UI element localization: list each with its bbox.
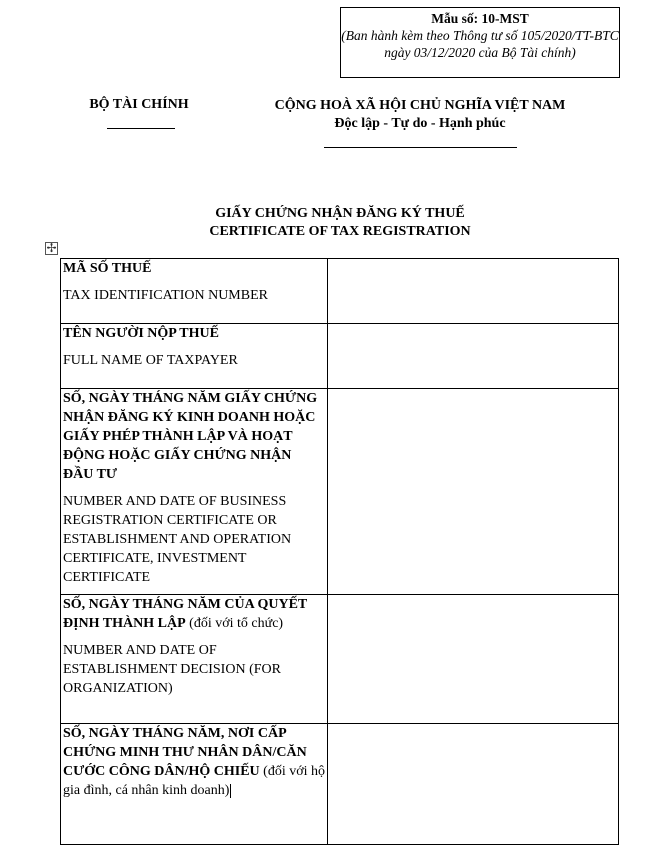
title-vietnamese: GIẤY CHỨNG NHẬN ĐĂNG KÝ THUẾ bbox=[215, 206, 465, 221]
label-cell[interactable] bbox=[61, 595, 328, 724]
field-label-vi: SỐ, NGÀY THÁNG NĂM, NƠI CẤP CHỨNG MINH THƯ NHÂN DÂN/CĂN CƯỚC CÔNG DÂN/HỘ CHIẾU bbox=[63, 726, 307, 779]
establishment-decision-value-cell[interactable] bbox=[328, 595, 619, 724]
field-label-vi: SỐ, NGÀY THÁNG NĂM CỦA QUYẾT ĐỊNH THÀNH LẬP bbox=[63, 597, 307, 631]
field-label-en: NUMBER AND DATE OF ESTABLISHMENT DECISION (FOR ORGANIZATION) bbox=[63, 643, 281, 696]
table-row bbox=[61, 389, 619, 595]
table-row bbox=[61, 724, 619, 845]
label-cell[interactable] bbox=[61, 389, 328, 595]
tax-id-value-cell[interactable] bbox=[328, 259, 619, 324]
motto-underline bbox=[324, 147, 517, 148]
business-registration-value-cell[interactable] bbox=[328, 389, 619, 595]
identity-document-value-cell[interactable] bbox=[328, 724, 619, 845]
field-label-vi: SỐ, NGÀY THÁNG NĂM GIẤY CHỨNG NHẬN ĐĂNG KÝ KINH DOANH HOẶC GIẤY PHÉP THÀNH LẬP VÀ HOẠT ĐỘNG HOẶC GIẤY CHỨNG NHẬN ĐẦU TƯ bbox=[63, 391, 318, 482]
field-label-en: TAX IDENTIFICATION NUMBER bbox=[63, 288, 268, 303]
field-label-en: NUMBER AND DATE OF BUSINESS REGISTRATION CERTIFICATE OR ESTABLISHMENT AND OPERATION CERTIFICATE, INVESTMENT CERTIFICATE bbox=[63, 494, 292, 585]
taxpayer-name-value-cell[interactable] bbox=[328, 324, 619, 389]
label-cell[interactable] bbox=[61, 724, 328, 845]
field-note-vi: (đối với tổ chức) bbox=[185, 616, 284, 631]
move-arrows-icon[interactable]: ✢ bbox=[46, 241, 57, 255]
ministry-name: BỘ TÀI CHÍNH bbox=[89, 97, 189, 112]
nation-name: CỘNG HOÀ XÃ HỘI CHỦ NGHĨA VIỆT NAM bbox=[274, 98, 566, 113]
form-number-box bbox=[340, 7, 620, 78]
certificate-table bbox=[60, 258, 619, 845]
table-row bbox=[61, 324, 619, 389]
form-code: Mẫu số: 10-MST bbox=[431, 11, 529, 26]
field-note-vi: (đối với hộ gia đình, cá nhân kinh doanh) bbox=[63, 764, 326, 798]
ministry-underline bbox=[107, 128, 175, 129]
field-label-vi: TÊN NGƯỜI NỘP THUẾ bbox=[63, 326, 219, 341]
field-label-vi: MÃ SỐ THUẾ bbox=[63, 261, 152, 276]
table-row bbox=[61, 595, 619, 724]
national-motto: Độc lập - Tự do - Hạnh phúc bbox=[334, 116, 506, 131]
field-label-en: FULL NAME OF TAXPAYER bbox=[63, 353, 238, 368]
document-title bbox=[120, 205, 560, 241]
national-heading bbox=[255, 97, 585, 133]
form-legal-note: (Ban hành kèm theo Thông tư số 105/2020/TT-BTC ngày 03/12/2020 của Bộ Tài chính) bbox=[341, 28, 619, 60]
table-row bbox=[61, 259, 619, 324]
text-cursor bbox=[230, 784, 231, 798]
title-english: CERTIFICATE OF TAX REGISTRATION bbox=[209, 224, 471, 239]
label-cell[interactable] bbox=[61, 259, 328, 324]
label-cell[interactable] bbox=[61, 324, 328, 389]
